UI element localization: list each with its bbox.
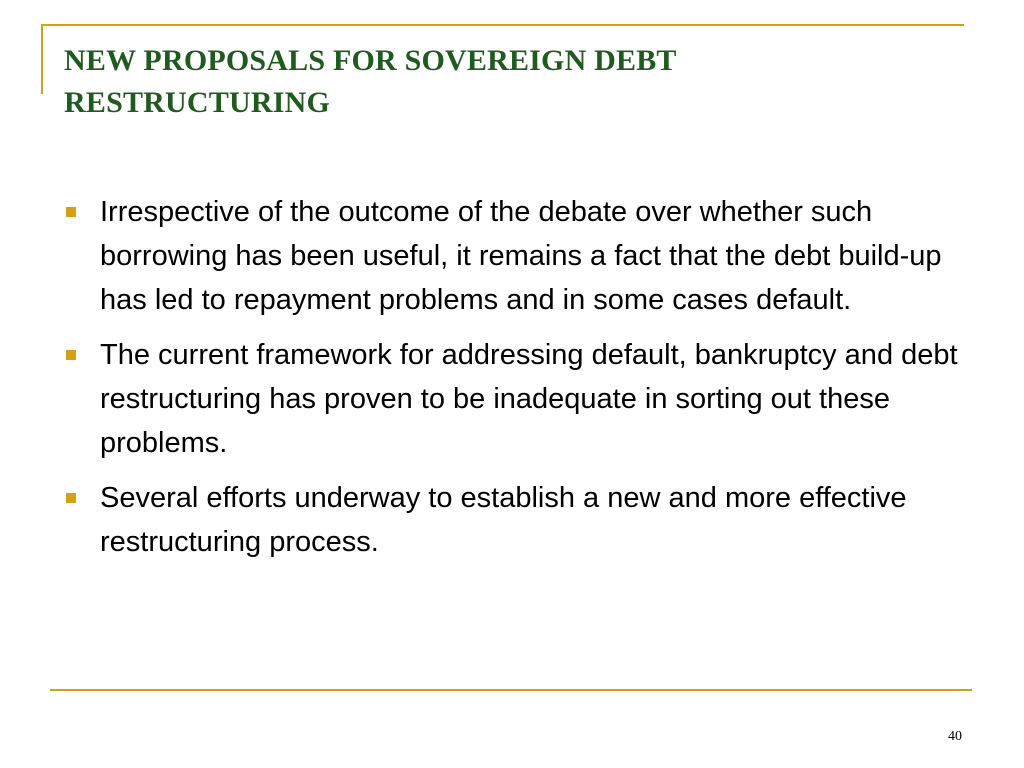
square-bullet-icon bbox=[66, 493, 76, 503]
square-bullet-icon bbox=[66, 207, 76, 217]
title-line-2: RESTRUCTURING bbox=[64, 86, 330, 119]
left-rule bbox=[41, 24, 43, 94]
bullet-text: Irrespective of the outcome of the debate over whether such borrowing has been useful, it remains a fact that the debt build-up has led to repayment problems and in some cases default. bbox=[100, 196, 942, 316]
bullet-item bbox=[60, 476, 960, 564]
bullet-text: The current framework for addressing default, bankruptcy and debt restructuring has proven to be inadequate in sorting out these problems. bbox=[100, 339, 958, 459]
slide-title bbox=[64, 40, 944, 124]
top-rule bbox=[41, 24, 964, 26]
bullet-list bbox=[60, 190, 960, 575]
bullet-item bbox=[60, 333, 960, 465]
title-line-1: NEW PROPOSALS FOR SOVEREIGN DEBT bbox=[64, 44, 677, 77]
bullet-text: Several efforts underway to establish a new and more effective restructuring process. bbox=[100, 482, 907, 558]
footer-rule bbox=[50, 689, 972, 691]
bullet-item bbox=[60, 190, 960, 322]
page-number: 40 bbox=[948, 729, 962, 744]
square-bullet-icon bbox=[66, 350, 76, 360]
